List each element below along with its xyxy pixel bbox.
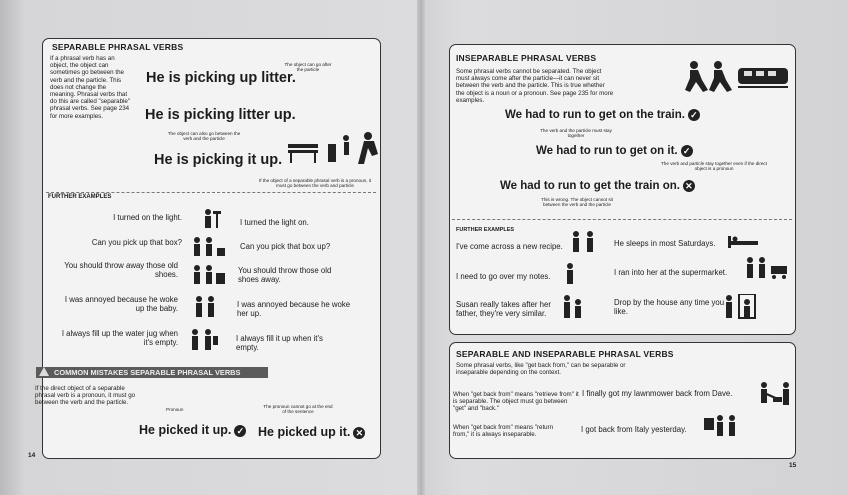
- supermarket-icon: [745, 256, 791, 280]
- light-switch-icon: [202, 208, 224, 230]
- ins-further-2a: I need to go over my notes.: [456, 272, 551, 281]
- correct-example-text: He picked it up.: [139, 423, 232, 437]
- wrong-example: [258, 425, 365, 439]
- sep2-text: When "get back from" means "return from," it is always inseparable.: [453, 424, 554, 439]
- correct-example: [139, 423, 246, 437]
- example-picking-litter-up: He is picking litter up.: [145, 107, 296, 123]
- page-number-left: 14: [28, 452, 36, 459]
- right-divider: [452, 219, 792, 220]
- further-4b: I was annoyed because he woke her up.: [237, 300, 351, 318]
- lawnmower-icon: [756, 381, 792, 409]
- sep-insep-intro: Some phrasal verbs, like "get back from," can be separable or inseparable depending on the context.: [456, 362, 626, 377]
- inseparable-title: INSEPARABLE PHRASAL VERBS: [456, 53, 597, 63]
- example-picking-it-up: He is picking it up.: [154, 152, 283, 168]
- notes-person-icon: [563, 262, 577, 286]
- note-after-particle: The object can go after the particle: [284, 62, 332, 72]
- pronoun-note: The pronoun cannot go at the end of the sentence: [263, 404, 333, 414]
- ins-further-1b: He sleeps in most Saturdays.: [614, 239, 716, 248]
- left-divider: [46, 192, 376, 193]
- sep2-example: I got back from Italy yesterday.: [581, 425, 687, 434]
- sep-insep-title: SEPARABLE AND INSEPARABLE PHRASAL VERBS: [456, 349, 674, 359]
- ins-further-3a: Susan really takes after her father, they're very similar.: [456, 300, 551, 318]
- separable-title: SEPARABLE PHRASAL VERBS: [52, 42, 184, 52]
- right-further-title: FURTHER EXAMPLES: [456, 227, 515, 233]
- litter-picker-illustration: [284, 130, 382, 172]
- further-2b: Can you pick that box up?: [240, 242, 331, 251]
- warning-icon: [39, 367, 49, 376]
- further-1b: I turned the light on.: [240, 218, 309, 227]
- cross-circle-icon: ✕: [683, 180, 695, 192]
- water-jug-icon: [190, 328, 220, 352]
- further-4a: I was annoyed because he woke up the baby.: [64, 295, 178, 313]
- further-5a: I always fill up the water jug when it's empty.: [61, 329, 178, 347]
- ins-example-1: [505, 109, 700, 121]
- ins-example-3-text: We had to run to get the train on.: [500, 180, 680, 193]
- mistakes-text: If the direct object of a separable phrasal verb is a pronoun, it must go between the verb and the particle.: [35, 385, 136, 407]
- traveler-icon: [704, 414, 738, 440]
- ins-example-2-text: We had to run to get on it.: [536, 145, 678, 158]
- ins-note-3: This is wrong. The object cannot sit between the verb and the particle: [541, 197, 613, 207]
- common-mistakes-banner: [36, 367, 268, 378]
- ins-note-2: The verb and particle stay together even if the direct object is a pronoun: [661, 161, 767, 171]
- father-daughter-icon: [561, 294, 585, 320]
- sep1-example: I finally got my lawnmower back from Dave.: [582, 389, 733, 398]
- recipe-people-icon: [570, 230, 598, 254]
- wrong-example-text: He picked up it.: [258, 425, 351, 439]
- door-visitor-icon: [723, 294, 757, 320]
- cross-circle-icon: ✕: [353, 427, 365, 439]
- check-circle-icon: ✓: [688, 109, 700, 121]
- ins-example-1-text: We had to run to get on the train.: [505, 109, 685, 122]
- ins-example-2: [536, 145, 693, 157]
- book-spine: [417, 0, 425, 495]
- further-2a: Can you pick up that box?: [91, 238, 182, 247]
- further-1a: I turned on the light.: [113, 213, 182, 222]
- note-pronoun-between: If the object of a separable phrasal verb is a pronoun, it must go between the verb and particle: [258, 178, 372, 188]
- left-further-title: FURTHER EXAMPLES: [48, 194, 112, 200]
- ins-further-1a: I've come across a new recipe.: [456, 242, 563, 251]
- inseparable-intro: Some phrasal verbs cannot be separated. The object must always come after the particle—it can never sit between the verb and the particle. This is true whether the object is a noun or a pronoun. See page 235 for more examples.: [456, 68, 614, 104]
- throw-shoes-icon: [192, 264, 226, 286]
- check-circle-icon: ✓: [681, 145, 693, 157]
- ins-further-3b: Drop by the house any time you like.: [614, 298, 725, 316]
- bed-icon: [728, 236, 758, 248]
- baby-people-icon: [194, 295, 220, 319]
- page-number-right: 15: [789, 462, 797, 469]
- check-circle-icon: ✓: [234, 425, 246, 437]
- pronoun-label: Pronoun: [166, 407, 184, 412]
- sep1-text: When "get back from" means "retrieve from" it is separable. The object must go between "get" and "back.": [453, 391, 579, 413]
- ins-note-1: The verb and the particle must stay together: [540, 128, 612, 138]
- note-between-verb-particle: The object can also go between the verb and the particle: [167, 131, 241, 141]
- further-5b: I always fill it up when it's empty.: [236, 334, 323, 352]
- further-3b: You should throw those old shoes away.: [238, 266, 332, 284]
- running-train-illustration: [684, 60, 790, 96]
- further-3a: You should throw away those old shoes.: [64, 261, 178, 279]
- common-mistakes-title: COMMON MISTAKES SEPARABLE PHRASAL VERBS: [54, 368, 241, 377]
- separable-intro: If a phrasal verb has an object, the object can sometimes go between the verb and the particle. This does not change the meaning. Phrasal verbs that do this are called "separable" phrasal verbs. See page 234 for more examples.: [50, 55, 131, 120]
- ins-further-2b: I ran into her at the supermarket.: [614, 268, 728, 277]
- example-picking-up-litter: He is picking up litter.: [146, 70, 296, 86]
- box-people-icon: [192, 236, 226, 258]
- ins-example-3: [500, 180, 695, 192]
